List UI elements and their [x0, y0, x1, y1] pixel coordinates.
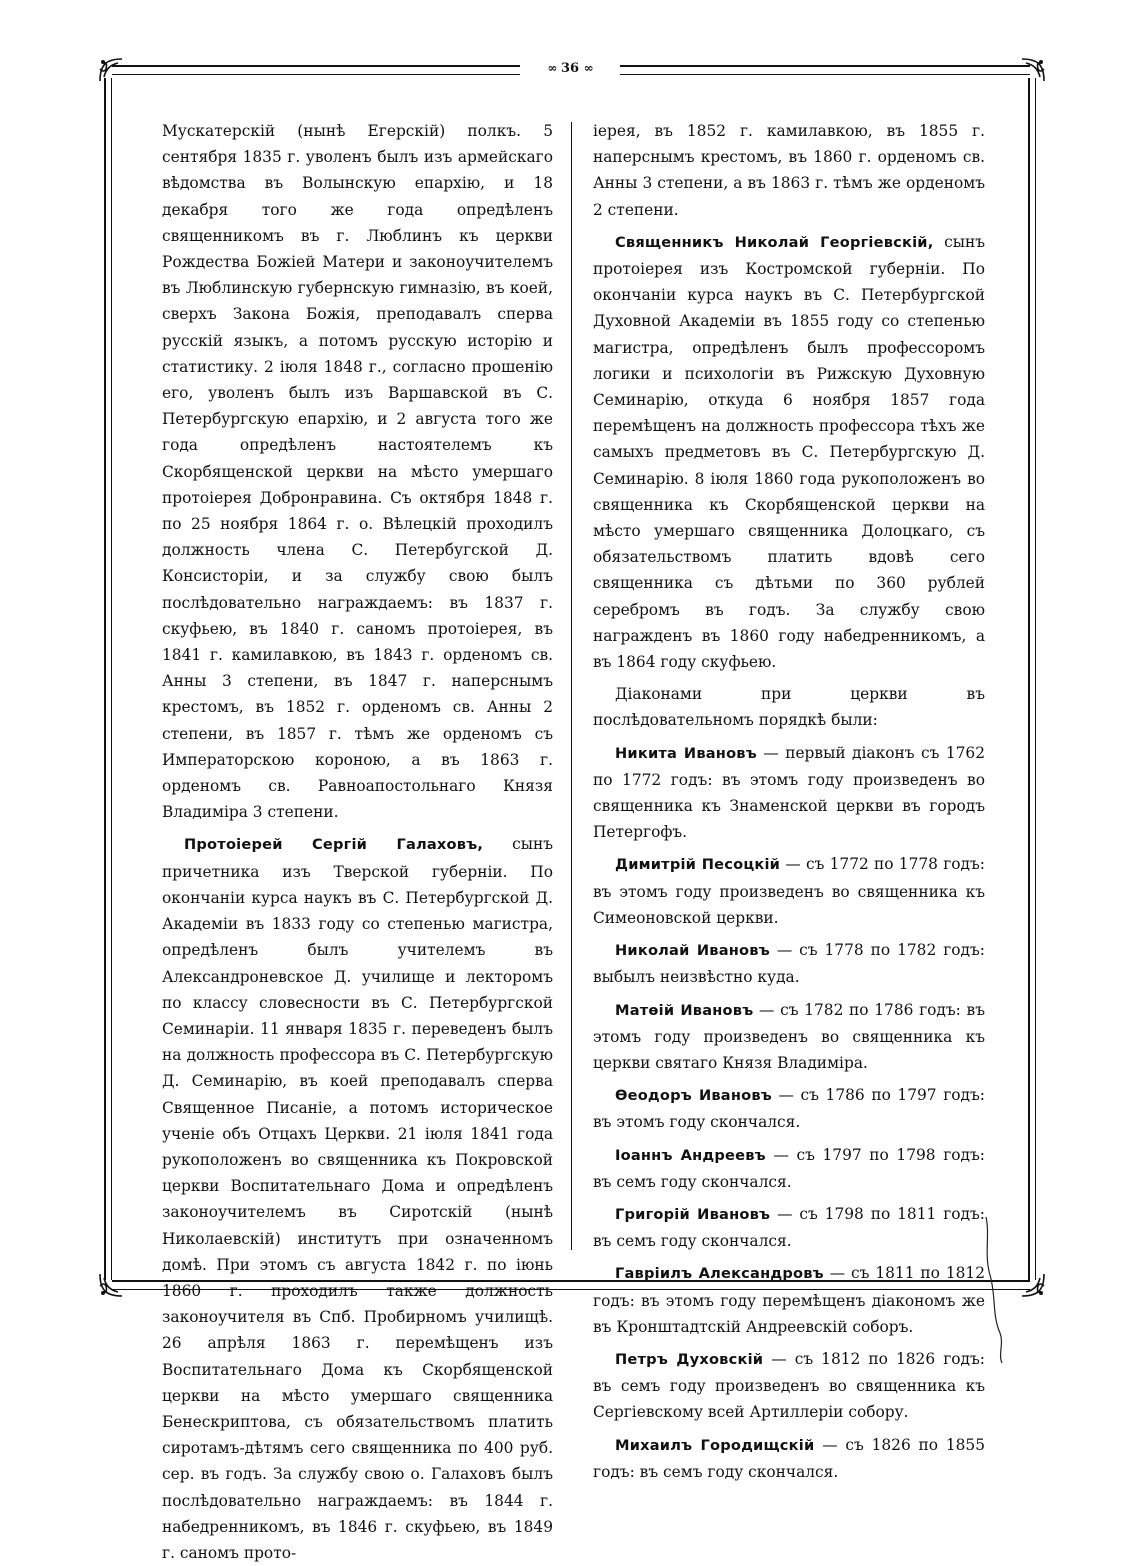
deacon-name: Петръ Духовскій: [615, 1350, 764, 1368]
paragraph-deacons-intro: Діаконами при церкви въ послѣдовательномъ порядкѣ были:: [593, 685, 985, 730]
page-number-ornament-right-icon: ∞: [583, 61, 593, 75]
corner-ornament-icon: [96, 55, 126, 85]
deacon-entry: [593, 937, 985, 990]
deacon-text: — первый діаконъ съ 1762 по 1772 годъ: въ этомъ году произведенъ во священника къ Знаменской церкви въ городъ Петергофъ.: [593, 743, 985, 842]
left-column: [162, 118, 553, 1566]
deacon-name: Никита Ивановъ: [615, 744, 757, 762]
deacon-entry: [593, 1082, 985, 1135]
deacon-entry: [593, 740, 985, 846]
deacon-text: — съ 1811 по 1812 годъ: въ этомъ году перемѣщенъ діакономъ же въ Кронштадтскій Андреевскій соборъ.: [593, 1264, 986, 1336]
frame-left-rule: [104, 78, 112, 1280]
deacon-name: Димитрій Песоцкій: [615, 856, 781, 874]
deacon-text: — съ 1772 по 1778 годъ: въ этомъ году произведенъ во священника къ Симеоновской церкви.: [593, 855, 985, 927]
corner-ornament-icon: [1018, 55, 1048, 85]
paragraph-text: сынъ протоіерея изъ Костромской губерніи. По окончаніи курса наукъ въ С. Петербургской Духовной Академіи въ 1855 году со степенью магистра, опредѣленъ былъ профессоромъ логики и психологіи въ Рижскую Духовную Семинарію, откуда 6 ноября 1857 года перемѣщенъ на должность профессора тѣхъ же самыхъ предметовъ въ С. Петербургскую Д. Семинарію. 8 іюля 1860 года рукоположенъ во священника къ Скорбященской церкви на мѣсто умершаго священника Долоцкаго, съ обязательствомъ платить вдовѣ сего священника съ дѣтьми по 360 рублей серебромъ въ годъ. За службу свою награжденъ въ 1860 году набедренникомъ, а въ 1864 году скуфьею.: [593, 232, 986, 672]
deacon-text: — съ 1797 по 1798 годъ: въ семъ году скончался.: [593, 1145, 985, 1191]
person-name: Протоіерей Сергій Галаховъ,: [184, 836, 484, 854]
deacon-text: — съ 1812 по 1826 годъ: въ семъ году произведенъ во священника къ Сергіевскому всей Артиллеріи собору.: [593, 1349, 985, 1422]
page-number-ornament-left-icon: ∞: [547, 61, 557, 75]
deacon-name: Григорій Ивановъ: [615, 1205, 771, 1223]
deacon-name: Матѳій Ивановъ: [615, 1001, 754, 1019]
deacon-name: Гавріилъ Александровъ: [615, 1265, 824, 1283]
deacon-text: — съ 1798 по 1811 годъ: въ семъ году скончался.: [593, 1204, 985, 1251]
deacon-name: Николай Ивановъ: [615, 942, 770, 960]
paragraph-text: сынъ причетника изъ Тверской губерніи. По окончаніи курса наукъ въ С. Петербургской Д. Академіи въ 1833 году со степенью магистра, опредѣленъ былъ учителемъ въ Александроневское Д. училище и лекторомъ по классу словесности въ С. Петербургской Семинаріи. 11 января 1835 г. переведенъ былъ на должность профессора въ С. Петербургскую Д. Семинарію, въ коей преподавалъ сперва Священное Писаніе, а потомъ историческое ученіе объ Отцахъ Церкви. 21 іюля 1841 года рукоположенъ во священника къ Покровской церкви Воспитательнаго Дома и опредѣленъ законоучителемъ въ Сиротскій (нынѣ Николаевскій) институтъ при означенномъ домѣ. При этомъ съ августа 1842 г. по іюнь 1860 г. проходилъ также должность законоучителя въ Спб. Пробирномъ училищѣ. 26 апрѣля 1863 г. перемѣщенъ изъ Воспитательнаго Дома къ Скорбященской церкви на мѣсто умершаго священника Бенескриптова, съ обязательствомъ платить сиротамъ-дѣтямъ сего священника по 400 руб. сер. въ годъ. За службу свою о. Галаховъ былъ послѣдовательно награждаемъ: въ 1844 г. набедренникомъ, въ 1846 г. скуфьею, въ 1849 г. саномъ прото-: [162, 835, 554, 1562]
deacon-name: Іоаннъ Андреевъ: [615, 1146, 766, 1164]
right-column: [593, 118, 985, 1485]
deacon-entry: [593, 1260, 985, 1340]
corner-ornament-icon: [1018, 1270, 1048, 1300]
deacon-entry: [593, 1201, 985, 1254]
deacon-text: — съ 1826 по 1855 годъ: въ семъ году скончался.: [593, 1435, 986, 1481]
paragraph-galakhov: [162, 831, 553, 1566]
person-name: Священникъ Николай Георгіевскій,: [615, 233, 934, 251]
frame-right-rule: [1028, 78, 1036, 1280]
deacon-text: — съ 1778 по 1782 годъ: выбылъ неизвѣстно куда.: [593, 941, 985, 987]
corner-ornament-icon: [96, 1270, 126, 1300]
deacon-entry: [593, 1142, 985, 1195]
paragraph-galakhov-continued: іерея, въ 1852 г. камилавкою, въ 1855 г. наперснымъ крестомъ, въ 1860 г. орденомъ св. Анны 3 степени, а въ 1863 г. тѣмъ же орденомъ 2 степени.: [593, 122, 985, 219]
column-divider: [571, 122, 572, 1250]
deacon-entry: [593, 1432, 985, 1485]
deacon-entry: [593, 1346, 985, 1426]
deacon-entry: [593, 997, 985, 1077]
deacon-entry: [593, 851, 985, 931]
paragraph-georgievsky: [593, 229, 985, 675]
deacon-name: Ѳеодоръ Ивановъ: [615, 1087, 772, 1105]
page-number: [520, 58, 620, 78]
pencil-margin-mark-icon: [982, 1215, 1022, 1365]
page-number-value: 36: [560, 61, 580, 76]
deacon-text: — съ 1786 по 1797 годъ: въ этомъ году скончался.: [593, 1086, 985, 1132]
deacon-text: — съ 1782 по 1786 годъ: въ этомъ году произведенъ во священника къ церкви святаго Князя Владиміра.: [593, 1000, 985, 1072]
paragraph-velecky-continued: Мускатерскій (нынѣ Егерскій) полкъ. 5 сентября 1835 г. уволенъ былъ изъ армейскаго вѣдомства въ Волынскую епархію, и 18 декабря того же года опредѣленъ священникомъ въ г. Люблинъ къ церкви Рождества Божіей Матери и законоучителемъ въ Люблинскую губернскую гимназію, въ коей, сверхъ Закона Божія, преподавалъ сперва русскій языкъ, а потомъ русскую исторію и статистику. 2 іюля 1848 г., согласно прошенію его, уволенъ былъ изъ Варшавской въ С. Петербургскую епархію, и 2 августа того же года опредѣленъ настоятелемъ къ Скорбященской церкви на мѣсто умершаго протоіерея Добронравина. Съ октября 1848 г. по 25 ноября 1864 г. о. Вѣлецкій проходилъ должность члена С. Петербугской Д. Консисторіи, и за службу свою былъ послѣдовательно награждаемъ: въ 1837 г. скуфьею, въ 1840 г. саномъ протоіерея, въ 1841 г. камилавкою, въ 1843 г. орденомъ св. Анны 3 степени, въ 1847 г. наперснымъ крестомъ, въ 1852 г. орденомъ св. Анны 2 степени, въ 1857 г. тѣмъ же орденомъ съ Императорскою короною, а въ 1863 г. орденомъ св. Равноапостольнаго Князя Владиміра 3 степени.: [162, 122, 553, 822]
deacon-name: Михаилъ Городищскій: [615, 1436, 815, 1454]
